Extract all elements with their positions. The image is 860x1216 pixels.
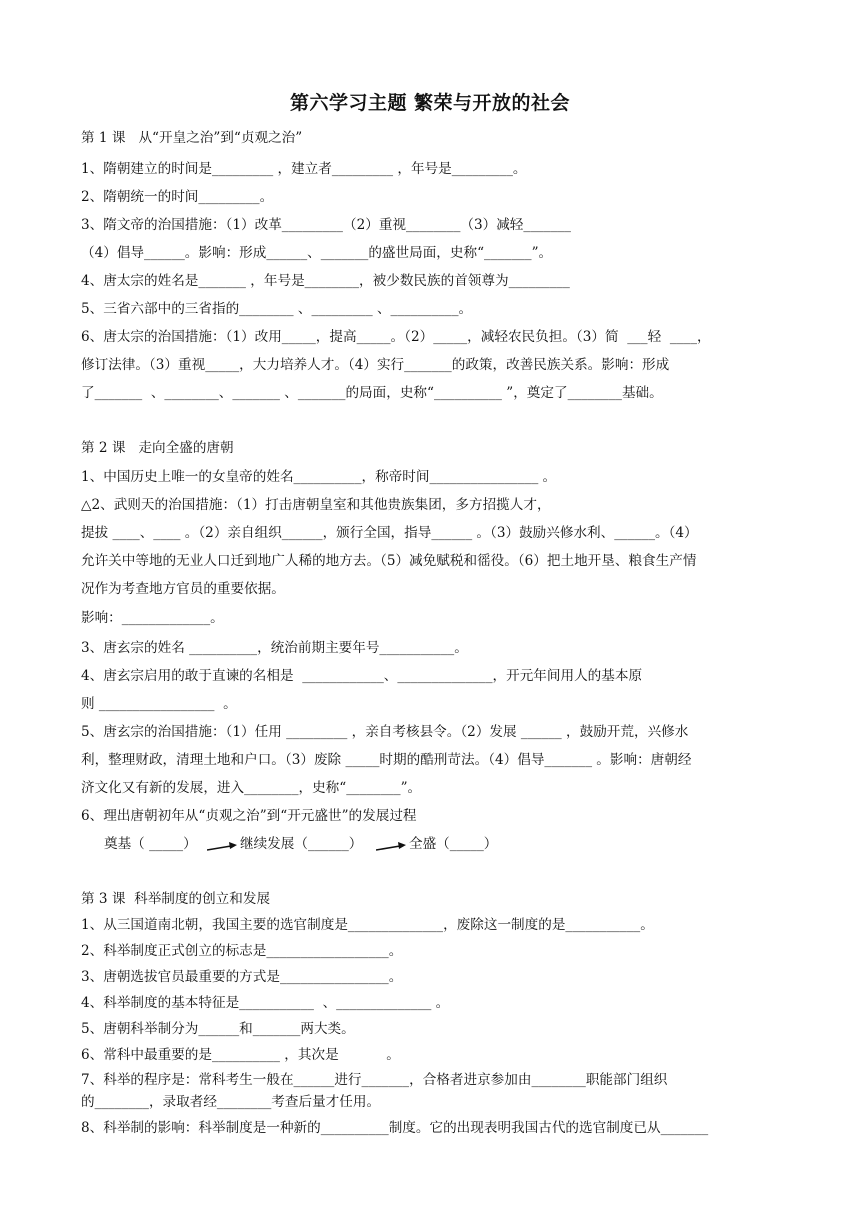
question-line: 况作为考查地方官员的重要依据。 (81, 581, 285, 597)
lesson-heading: 第 1 课 从“开皇之治”到“贞观之治” (81, 130, 303, 146)
question-line: 4、科举制度的基本特征是___________ 、______________ 。 (81, 995, 450, 1011)
arrow-right-icon (376, 842, 406, 854)
question-line: 1、从三国道南北朝，我国主要的选官制度是______________，废除这一制度的是___________。 (81, 917, 654, 933)
question-line: 6、理出唐朝初年从“贞观之治”到“开元盛世”的发展过程 (81, 808, 417, 824)
question-line: 修订法律。（3）重视_____，大力培养人才。（4）实行_______的政策，改善民族关系。影响：形成 (81, 357, 670, 373)
question-line: 3、唐朝选拔官员最重要的方式是________________。 (81, 969, 403, 985)
lesson-heading: 第 3 课 科举制度的创立和发展 (81, 891, 271, 907)
question-line: 5、唐玄宗的治国措施：（1）任用 _________ ，亲自考核县令。（2）发展 ______ ，鼓励开荒，兴修水 (81, 724, 689, 740)
question-line: 4、唐玄宗启用的敢于直谏的名相是 ____________、______________，开元年间用人的基本原 (81, 668, 643, 684)
question-line: （4）倡导______。影响：形成______、_______的盛世局面，史称“_______”。 (81, 245, 553, 261)
flow-step-peak: 全盛（_____） (409, 836, 498, 852)
question-line: 允许关中等地的无业人口迁到地广人稀的地方去。（5）减免赋税和徭役。（6）把土地开垦、粮食生产情 (81, 553, 697, 569)
question-line: 1、中国历史上唯一的女皇帝的姓名__________，称帝时间________________ 。 (81, 469, 557, 485)
question-line: 2、科举制度正式创立的标志是__________________。 (81, 943, 403, 959)
question-line: 5、唐朝科举制分为______和_______两大类。 (81, 1021, 355, 1037)
lesson-heading: 第 2 课 走向全盛的唐朝 (81, 440, 234, 456)
question-line: 则 _________________ 。 (81, 696, 237, 712)
question-line: 6、常科中最重要的是__________ ，其次是 。 (81, 1047, 400, 1063)
question-line: 利，整理财政，清理土地和户口。（3）废除 _____时期的酷刑苛法。（4）倡导_______ 。影响：唐朝经 (81, 752, 692, 768)
question-line: 6、唐太宗的治国措施：（1）改用_____，提高_____。（2）_____，减轻农民负担。（3）简 ___轻 ____， (81, 329, 711, 345)
question-line: 1、隋朝建立的时间是_________ ，建立者_________ ，年号是_________。 (81, 161, 527, 177)
arrow-right-icon (207, 842, 237, 854)
question-line: 3、唐玄宗的姓名 __________，统治前期主要年号___________。 (81, 640, 468, 656)
question-line: 济文化又有新的发展，进入________，史称“________”。 (81, 780, 422, 796)
question-line: △2、武则天的治国措施：（1）打击唐朝皇室和其他贵族集团，多方招揽人才， (81, 497, 551, 513)
question-line: 影响：_____________。 (81, 610, 224, 626)
question-line: 了_______ 、________、_______ 、_______的局面，史称“__________ ”，奠定了________基础。 (81, 385, 663, 401)
question-line: 7、科举的程序是：常科考生一般在______进行_______，合格者进京参加由________职能部门组织 (81, 1072, 668, 1088)
question-line: 8、科举制的影响：科举制度是一种新的__________制度。它的出现表明我国古代的选官制度已从_______ (81, 1120, 709, 1136)
question-line: 的________，录取者经________考查后量才任用。 (81, 1094, 381, 1110)
flow-step-development: 继续发展（______） (240, 836, 363, 852)
question-line: 3、隋文帝的治国措施：（1）改革_________（2）重视________（3）减轻_______ (81, 217, 571, 233)
question-line: 提拔 ____、____ 。（2）亲自组织______，颁行全国，指导______ 。（3）鼓励兴修水利、______。（4） (81, 525, 698, 541)
page-title: 第六学习主题 繁荣与开放的社会 (289, 92, 571, 114)
question-line: 5、三省六部中的三省指的________ 、_________ 、__________。 (81, 301, 473, 317)
question-line: 2、隋朝统一的时间_________。 (81, 189, 274, 205)
flow-step-foundation: 奠基（ _____） (104, 836, 197, 852)
question-line: 4、唐太宗的姓名是_______ ，年号是________，被少数民族的首领尊为_________ (81, 273, 570, 289)
